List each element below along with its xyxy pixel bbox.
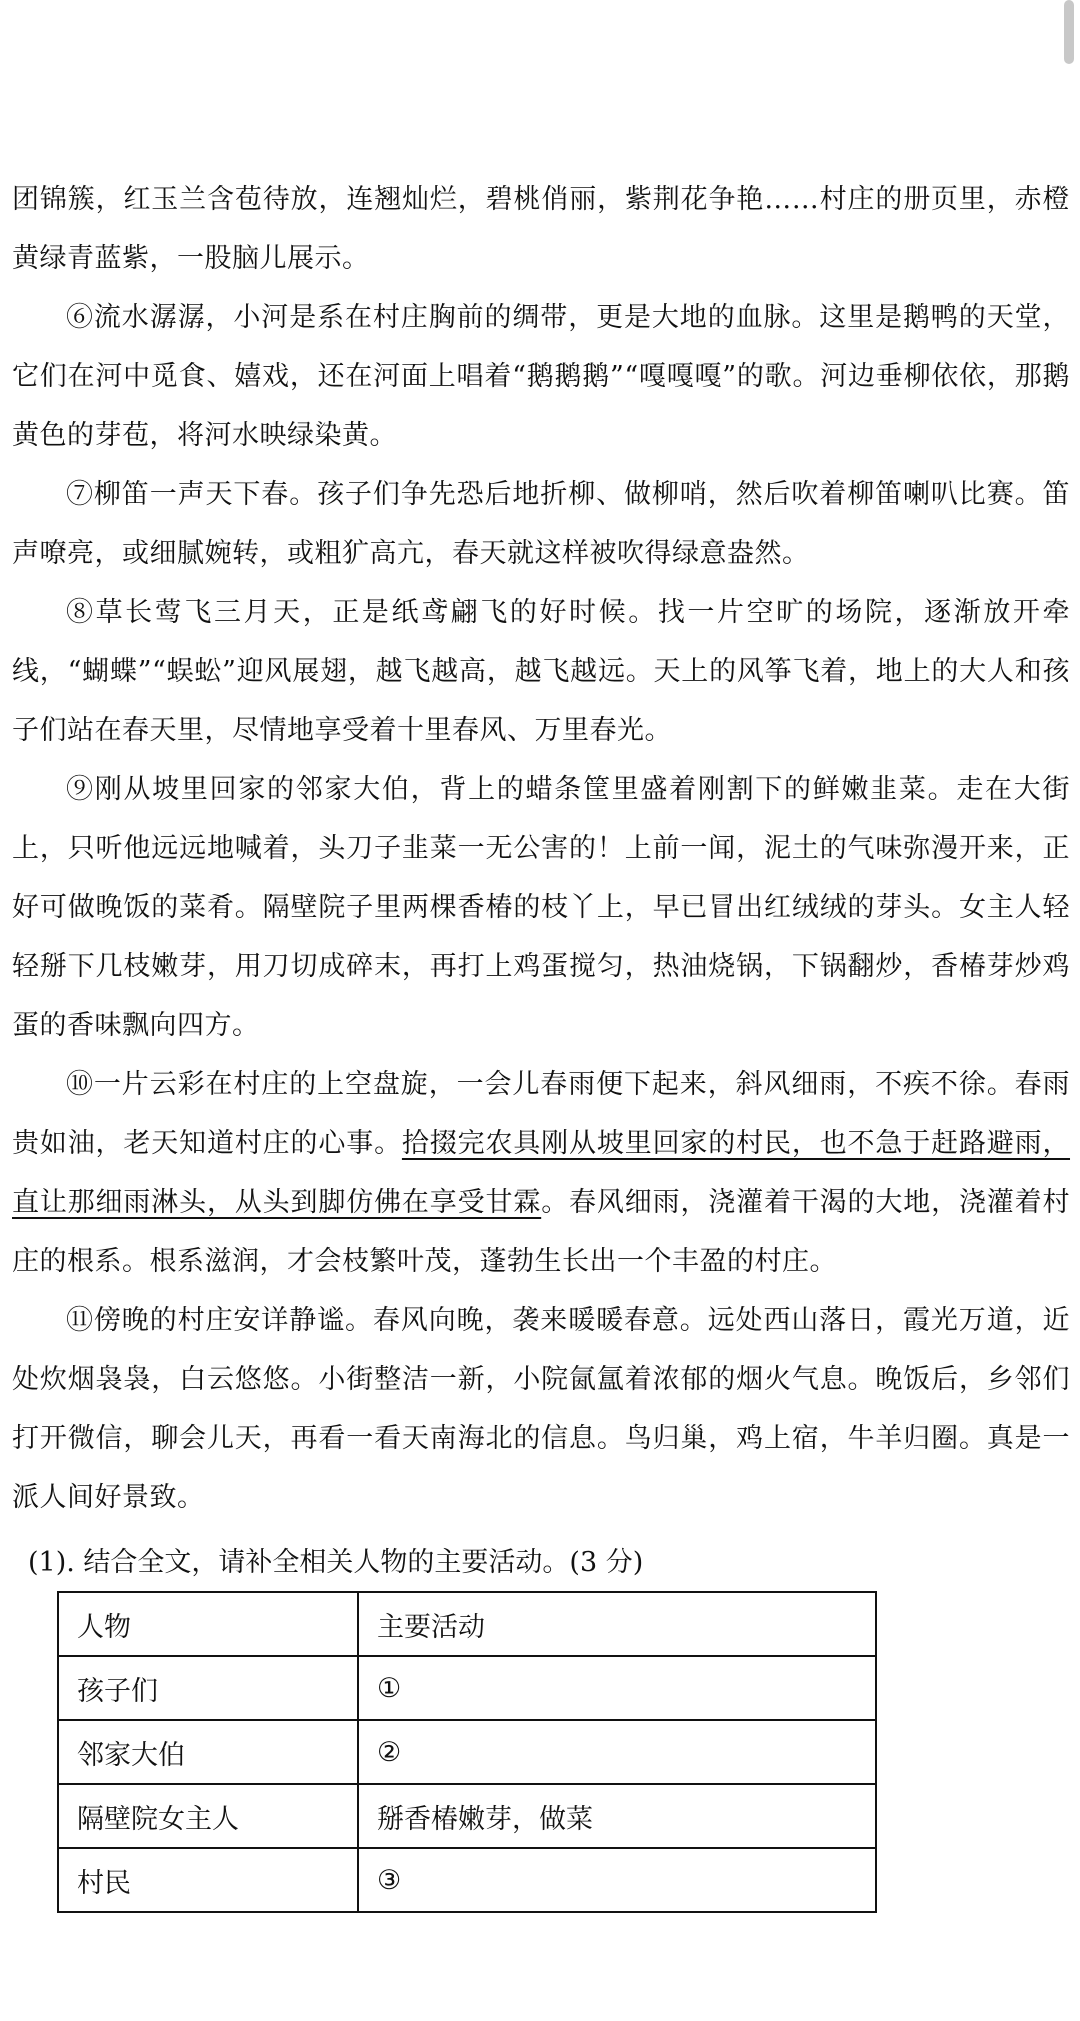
- table-row: [58, 1656, 876, 1720]
- question-1: (1). 结合全文，请补全相关人物的主要活动。(3 分): [28, 1547, 644, 1578]
- table-header-person: 人物: [58, 1592, 358, 1656]
- table-row: [58, 1848, 876, 1912]
- table-row: [58, 1720, 876, 1784]
- table-cell-person: 隔壁院女主人: [58, 1784, 358, 1848]
- table-cell-activity: ③: [358, 1848, 876, 1912]
- paragraph-6: ⑥流水潺潺，小河是系在村庄胸前的绸带，更是大地的血脉。这里是鹅鸭的天堂，它们在河中觅食、嬉戏，还在河面上唱着“鹅鹅鹅”“嘎嘎嘎”的歌。河边垂柳依依，那鹅黄色的芽苞，将河水映绿染黄。: [12, 302, 1070, 451]
- table-row: [58, 1784, 876, 1848]
- table-cell-activity: ①: [358, 1656, 876, 1720]
- paragraph-9: ⑨刚从坡里回家的邻家大伯，背上的蜡条筐里盛着刚割下的鲜嫩韭菜。走在大街上，只听他远远地喊着，头刀子韭菜一无公害的！上前一闻，泥土的气味弥漫开来，正好可做晚饭的菜肴。隔壁院子里两棵香椿的枝丫上，早已冒出红绒绒的芽头。女主人轻轻掰下几枝嫩芽，用刀切成碎末，再打上鸡蛋搅匀，热油烧锅，下锅翻炒，香椿芽炒鸡蛋的香味飘向四方。: [12, 774, 1070, 1041]
- table-cell-activity: 掰香椿嫩芽，做菜: [358, 1784, 876, 1848]
- paragraph-10-text-before: ⑩一片云彩在村庄的上空盘旋，一会儿春雨便下起来，斜风细雨，不疾不徐。春雨贵如油，老天知道村庄的心事。: [12, 1069, 1070, 1159]
- paragraph-5-continued: 团锦簇，红玉兰含苞待放，连翘灿烂，碧桃俏丽，紫荆花争艳……村庄的册页里，赤橙黄绿青蓝紫，一股脑儿展示。: [12, 184, 1070, 274]
- table-header-activity: 主要活动: [358, 1592, 876, 1656]
- paragraph-8: ⑧草长莺飞三月天，正是纸鸢翩飞的好时候。找一片空旷的场院，逐渐放开牵线，“蝴蝶”“蜈蚣”迎风展翅，越飞越高，越飞越远。天上的风筝飞着，地上的大人和孩子们站在春天里，尽情地享受着十里春风、万里春光。: [12, 597, 1070, 746]
- table-header-row: [58, 1592, 876, 1656]
- table-cell-activity: ②: [358, 1720, 876, 1784]
- scrollbar[interactable]: [1064, 0, 1074, 64]
- table-cell-person: 村民: [58, 1848, 358, 1912]
- table-cell-person: 邻家大伯: [58, 1720, 358, 1784]
- activity-table: [57, 1591, 877, 1913]
- paragraph-7: ⑦柳笛一声天下春。孩子们争先恐后地折柳、做柳哨，然后吹着柳笛喇叭比赛。笛声嘹亮，或细腻婉转，或粗犷高亢，春天就这样被吹得绿意盎然。: [12, 479, 1070, 569]
- table-cell-person: 孩子们: [58, 1656, 358, 1720]
- underlined-sentence: 拾掇完农具刚从坡里回家的村民，也不急于赶路避雨，直让那细雨淋头，从头到脚仿佛在享受甘霖: [12, 1128, 1071, 1218]
- article-body: [12, 170, 1070, 1527]
- paragraph-11: ⑪傍晚的村庄安详静谧。春风向晚，袭来暖暖春意。远处西山落日，霞光万道，近处炊烟袅袅，白云悠悠。小街整洁一新，小院氤氲着浓郁的烟火气息。晚饭后，乡邻们打开微信，聊会儿天，再看一看天南海北的信息。鸟归巢，鸡上宿，牛羊归圈。真是一派人间好景致。: [12, 1305, 1070, 1513]
- paragraph-10: [12, 1055, 1070, 1291]
- paragraph-10-text-after: 。春风细雨，浇灌着干渴的大地，浇灌着村庄的根系。根系滋润，才会枝繁叶茂，蓬勃生长出一个丰盈的村庄。: [12, 1187, 1071, 1277]
